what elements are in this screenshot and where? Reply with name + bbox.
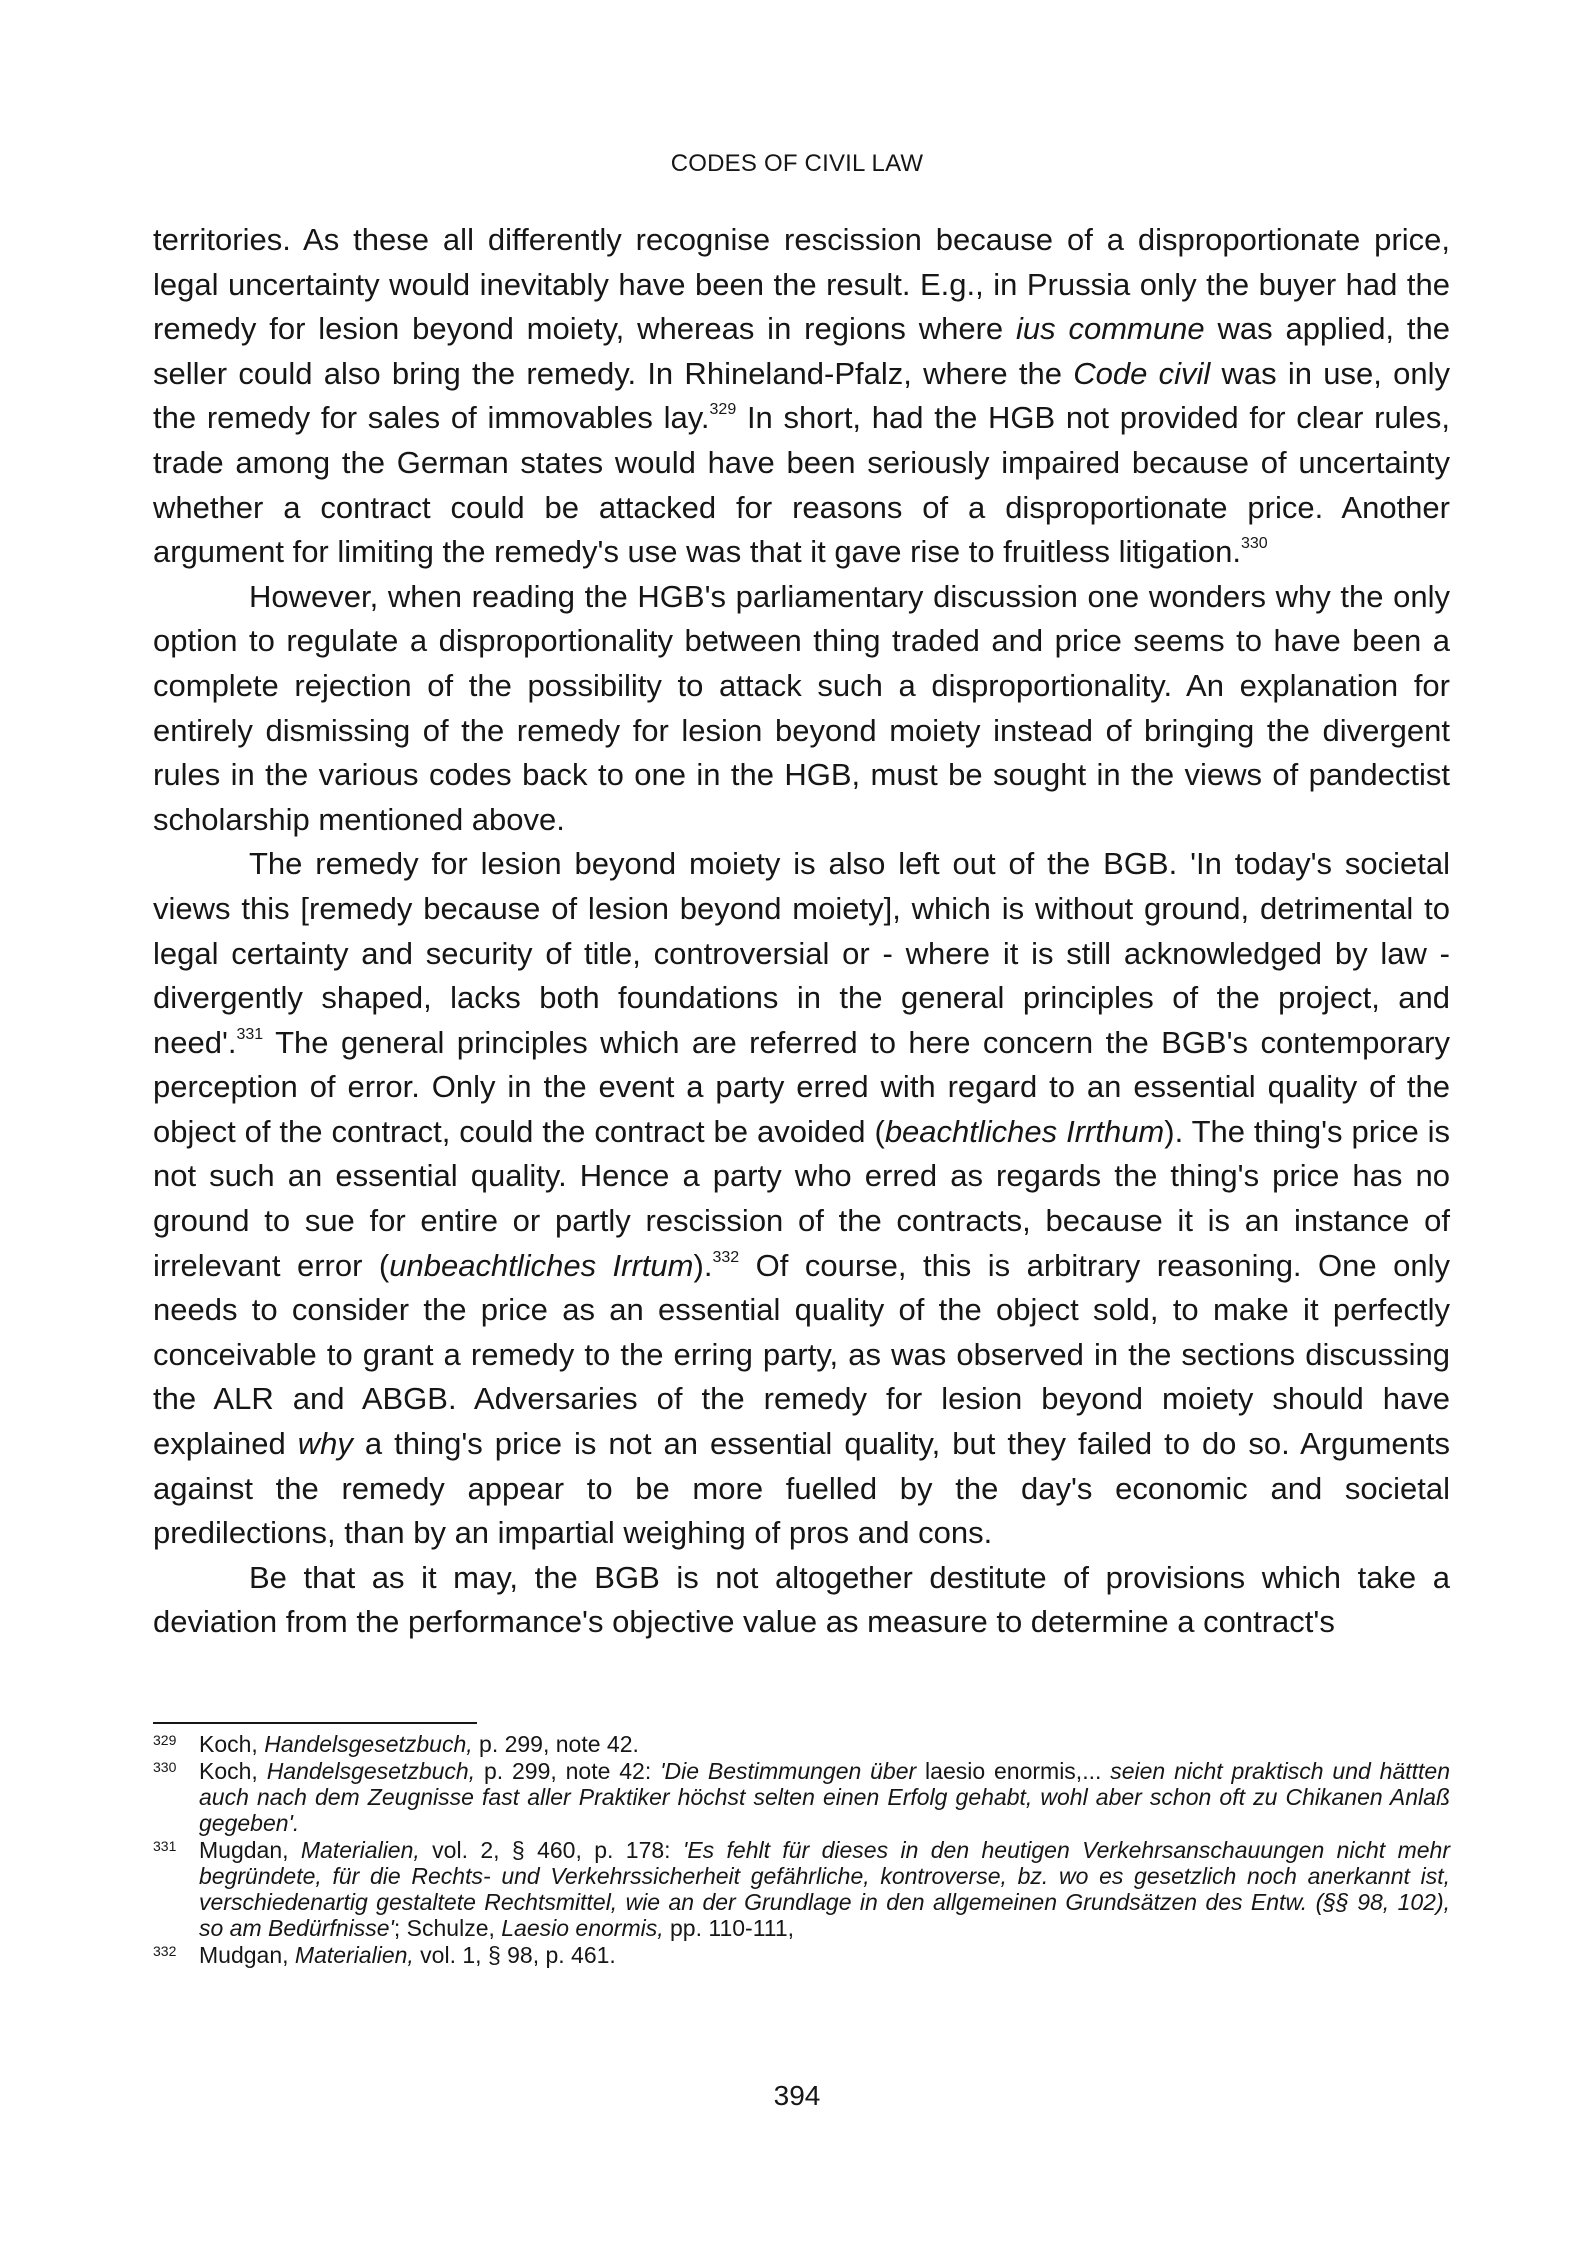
text-run: p. 299, note 42.	[472, 1731, 639, 1757]
text-run: p. 299, note 42:	[475, 1758, 661, 1784]
paragraph-3	[153, 842, 1450, 1556]
text-run: was in use, only the remedy for sales of immovables lay.	[153, 355, 1450, 436]
running-header: CODES OF CIVIL LAW	[670, 150, 924, 177]
text-run: The general principles which are referred to here concern the BGB's contemporary perception of error. Only in the event a party erred with regard to an essential quality of the object of the contract, could the contract be avoided (	[153, 1024, 1450, 1149]
footnote-330	[153, 1758, 1450, 1836]
main-text	[153, 218, 1450, 1645]
footnote-329	[153, 1731, 1450, 1757]
italic-term: Code civil	[1073, 355, 1211, 391]
text-run: Koch,	[199, 1731, 265, 1757]
footnote-number: 331	[153, 1838, 177, 1854]
footnote-separator	[153, 1722, 477, 1724]
footnote-reference: 329	[709, 401, 737, 419]
italic-term: Handelsgesetzbuch,	[264, 1731, 473, 1757]
footnotes	[153, 1731, 1450, 1969]
text-run: ; Schulze,	[393, 1915, 502, 1941]
italic-term: Materialien,	[294, 1942, 414, 1968]
paragraph-1	[153, 218, 1450, 575]
page-number: 394	[773, 2080, 821, 2111]
italic-term: Laesio enormis,	[501, 1915, 664, 1941]
footnote-number: 330	[153, 1759, 177, 1775]
text-run: ). The thing's price is not such an essential quality. Hence a party who erred as regards the thing's price has no ground to sue for entire or partly rescission of the contracts, because it is an instance of irrelevant error (	[153, 1113, 1451, 1283]
paragraph-4: Be that as it may, the BGB is not altogether destitute of provisions which take a deviation from the performance's objective value as measure to determine a contract's	[153, 1559, 1450, 1640]
text-run: The remedy for lesion beyond moiety is also left out of the BGB. 'In today's societal views this [remedy because of lesion beyond moiety], which is without ground, detrimental to legal certainty and security of title, controversial or - where it is still acknowledged by law - divergently shaped, lacks both foundations in the general principles of the project, and need'.	[153, 846, 1450, 1060]
text-run: pp. 110-111,	[663, 1915, 795, 1941]
footnote-number: 329	[153, 1732, 177, 1748]
italic-term: Materialien,	[300, 1837, 420, 1863]
footnote-reference: 331	[236, 1025, 264, 1043]
text-run: Mudgan,	[199, 1942, 295, 1968]
italic-quote: 'Die Bestimmungen über	[660, 1758, 917, 1784]
text-run: vol. 1, § 98, p. 461.	[413, 1942, 616, 1968]
italic-term: unbeachtliches Irrtum	[389, 1247, 694, 1283]
footnote-reference: 332	[712, 1248, 740, 1266]
footnote-number: 332	[153, 1943, 177, 1959]
text-run: was applied, the seller could also bring the remedy. In Rhineland-Pfalz, where the	[153, 311, 1450, 391]
text-run: laesio enormis,...	[916, 1758, 1111, 1784]
paragraph-2: However, when reading the HGB's parliamentary discussion one wonders why the only option to regulate a disproportionality between thing traded and price seems to have been a complete rejection of the possibility to attack such a disproportionality. An explanation for entirely dismissing of the remedy for lesion beyond moiety instead of bringing the divergent rules in the various codes back to one in the HGB, must be sought in the views of pandectist scholarship mentioned above.	[153, 578, 1450, 837]
text-run: Mugdan,	[199, 1837, 301, 1863]
italic-term: Handelsgesetzbuch,	[266, 1758, 476, 1784]
text-run: territories. As these all differently recognise rescission because of a disproportionate price, legal uncertainty would inevitably have been the result. E.g., in Prussia only the buyer had the remedy for lesion beyond moiety, whereas in regions where	[153, 222, 1450, 347]
italic-term: ius commune	[1016, 311, 1205, 347]
italic-term: why	[297, 1426, 353, 1462]
text-run: vol. 2, § 460, p. 178:	[419, 1837, 683, 1863]
footnote-reference: 330	[1240, 535, 1268, 553]
text-run: a thing's price is not an essential quality, but they failed to do so. Arguments against the remedy appear to be more fuelled by the day's economic and societal predilections, than by an impartial weighing of pros and cons.	[153, 1426, 1450, 1551]
text-run: Of course, this is arbitrary reasoning. One only needs to consider the price as an essential quality of the object sold, to make it perfectly conceivable to grant a remedy to the erring party, as was observed in the sections discussing the ALR and ABGB. Adversaries of the remedy for lesion beyond moiety should have explained	[153, 1247, 1450, 1462]
text-run: In short, had the HGB not provided for clear rules, trade among the German states would have been seriously impaired because of uncertainty whether a contract could be attacked for reasons of a disproportionate price. Another argument for limiting the remedy's use was that it gave rise to fruitless litigation.	[153, 400, 1450, 570]
text-run: Koch,	[199, 1758, 267, 1784]
text-run: ).	[693, 1247, 713, 1283]
footnote-331	[153, 1837, 1450, 1941]
footnote-332	[153, 1942, 1450, 1968]
italic-quote: seien nicht praktisch und hättten auch nach dem Zeugnisse fast aller Praktiker höchst selten einen Erfolg gehabt, wohl aber schon oft zu Chikanen Anlaß gegeben'.	[199, 1758, 1450, 1836]
italic-quote: 'Es fehlt für dieses in den heutigen Verkehrsanschauungen nicht mehr begründete, für die Rechts- und Verkehrssicherheit gefährliche, kontroverse, bz. wo es gesetzlich noch anerkannt ist, verschiedenartig gestaltete Rechtsmittel, wie an der Grundlage in den allgemeinen Grundsätzen des Entw. (§§ 98, 102), so am Bedürfnisse'	[199, 1837, 1450, 1941]
italic-term: beachtliches Irrthum	[884, 1113, 1165, 1149]
